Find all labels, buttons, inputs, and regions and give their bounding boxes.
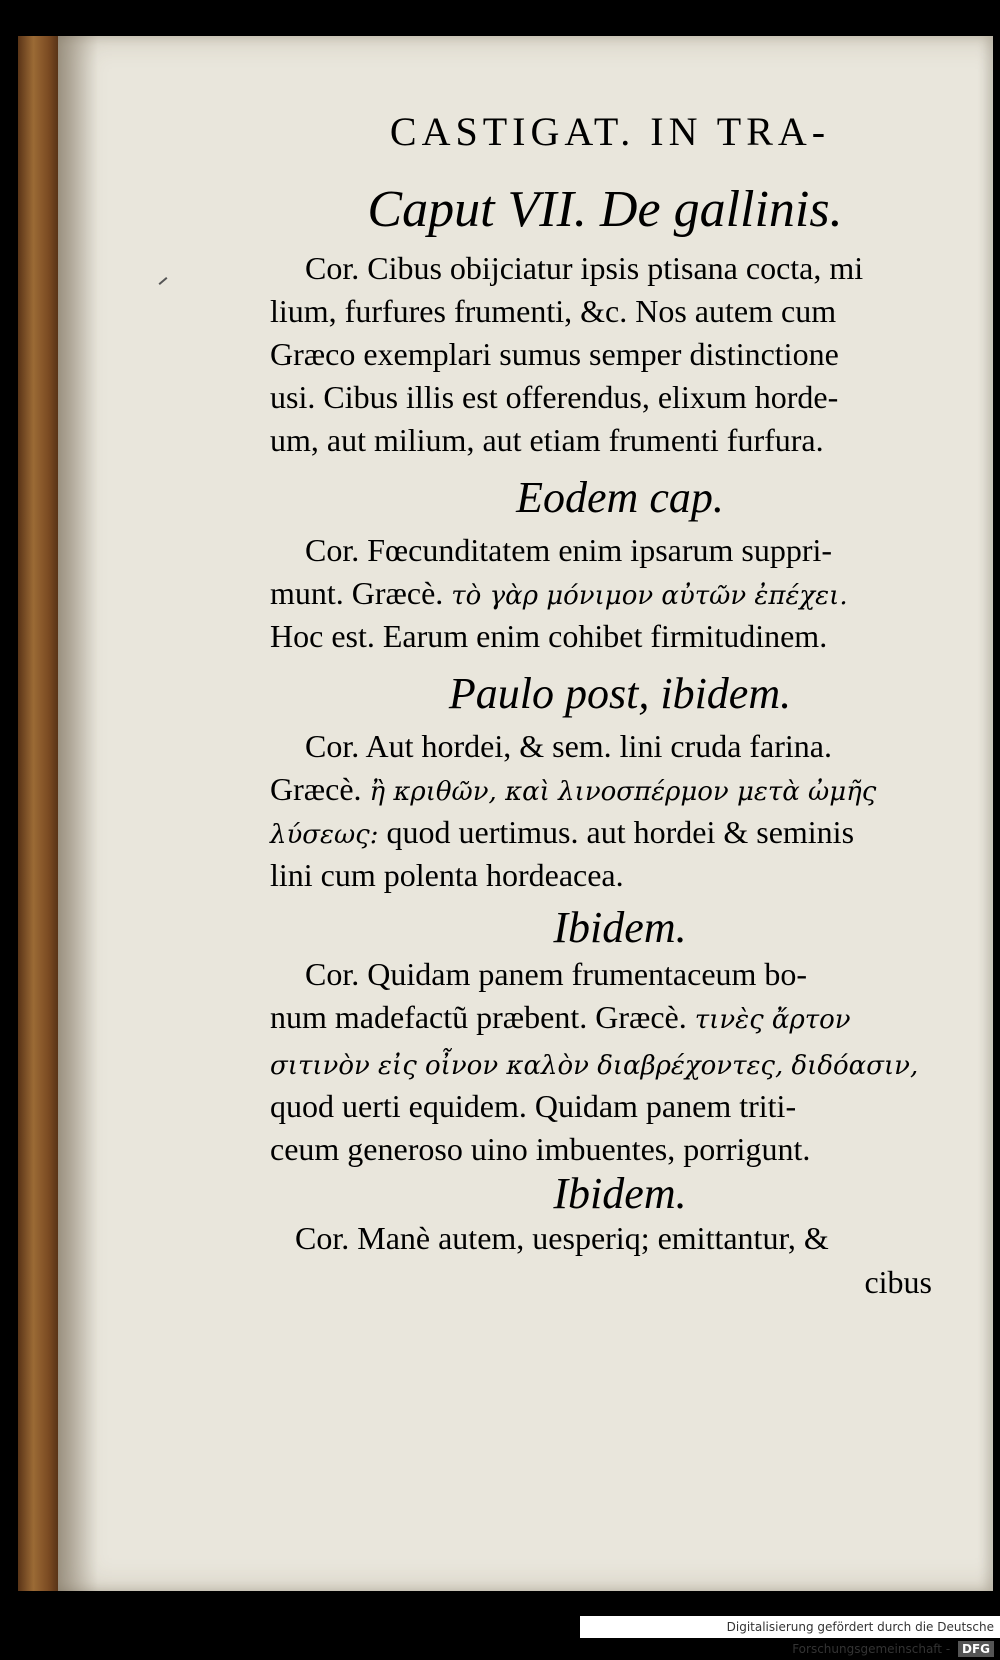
text-line: Græco exemplari sumus semper distinctione <box>270 336 839 372</box>
text-line: quod uerti equidem. Quidam panem triti- <box>270 1088 797 1124</box>
section-heading: Paulo post, ibidem. <box>448 669 792 718</box>
text-line: ceum generoso uino imbuentes, porrigunt. <box>270 1131 811 1167</box>
dfg-logo: DFG <box>958 1641 994 1657</box>
greek-text: τὸ γὰρ μόνιμον αὐτῶν ἐπέχει. <box>451 581 848 611</box>
catchword: cibus <box>864 1264 932 1300</box>
text-line: usi. Cibus illis est offerendus, elixum horde- <box>270 379 839 415</box>
text-line: um, aut milium, aut etiam frumenti furfura. <box>270 422 824 458</box>
greek-text: λύσεως: <box>270 820 379 850</box>
text-line <box>270 771 930 808</box>
text-line: Cor. Fœcunditatem enim ipsarum suppri- <box>305 532 833 568</box>
text-line <box>270 999 930 1036</box>
greek-text: σιτινὸν εἰς οἶνον καλὸν διαβρέχοντες, διδόασιν, <box>270 1051 919 1081</box>
text-line: lini cum polenta hordeacea. <box>270 857 624 893</box>
book-binding-edge <box>18 36 62 1591</box>
text-line: lium, furfures frumenti, &c. Nos autem cum <box>270 293 837 329</box>
greek-text: τινὲς ἄρτον <box>694 1005 851 1035</box>
text-line: Hoc est. Earum enim cohibet firmitudinem. <box>270 618 828 654</box>
text-segment: num madefactũ præbent. Græcè. <box>270 999 687 1035</box>
text-line: Cor. Aut hordei, & sem. lini cruda farina. <box>305 728 832 764</box>
section-heading: Ibidem. <box>553 903 687 952</box>
greek-text: ἢ κριθῶν, καὶ λινοσπέρμον μετὰ ὠμῆς <box>369 777 877 807</box>
gutter-shadow <box>58 36 98 1591</box>
running-head: CASTIGAT. IN TRA- <box>389 109 831 154</box>
text-line <box>270 1045 930 1082</box>
text-segment: Græcè. <box>270 771 362 807</box>
footer-text: Digitalisierung gefördert durch die Deutsche Forschungsgemeinschaft - <box>726 1620 994 1656</box>
text-segment: quod uertimus. aut hordei & seminis <box>386 814 855 850</box>
text-line: Cor. Quidam panem frumentaceum bo- <box>305 956 808 992</box>
section-heading: Ibidem. <box>553 1169 687 1218</box>
section-heading: Eodem cap. <box>516 473 724 522</box>
text-line <box>270 814 930 851</box>
text-line: Cor. Cibus obijciatur ipsis ptisana cocta, mi <box>305 250 864 286</box>
text-line: Cor. Manè autem, uesperiq; emittantur, & <box>295 1220 829 1256</box>
digitization-footer <box>580 1616 1000 1656</box>
text-line <box>270 575 930 612</box>
chapter-title: Caput VII. De gallinis. <box>367 181 843 238</box>
text-segment: munt. Græcè. <box>270 575 444 611</box>
